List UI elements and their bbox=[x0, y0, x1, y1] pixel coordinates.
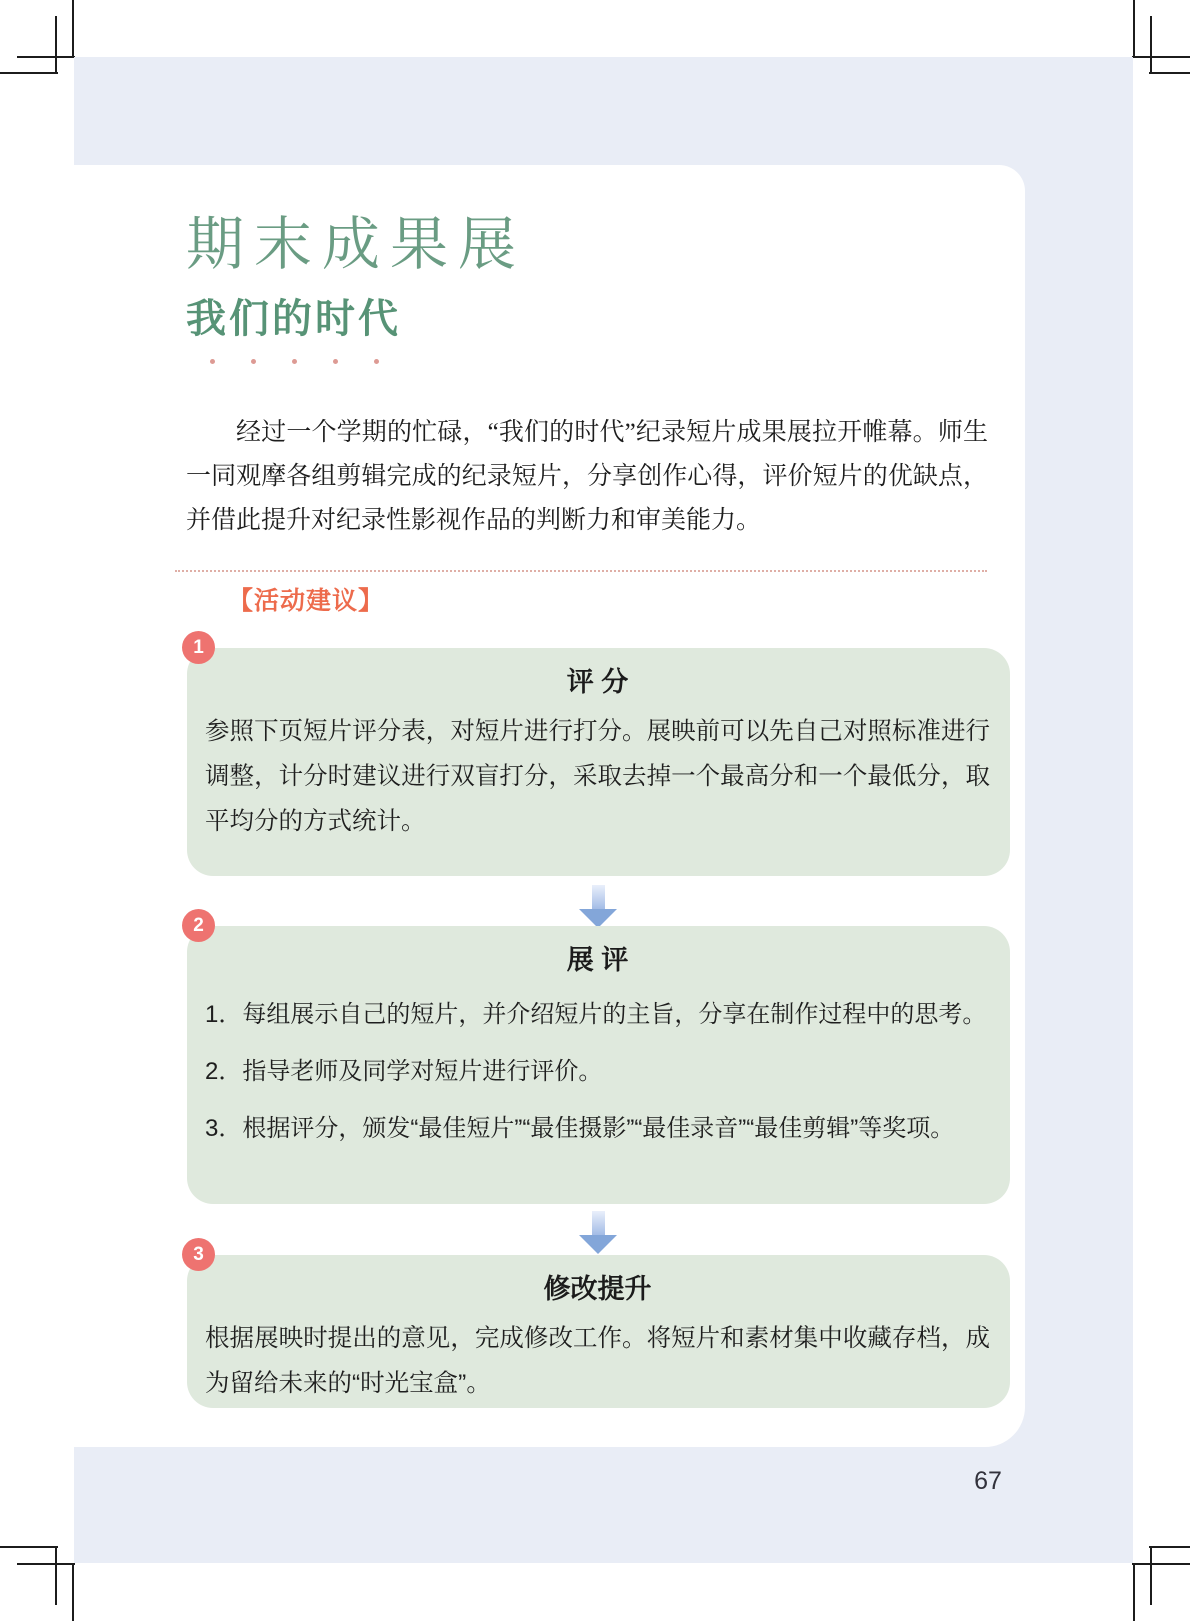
step-number-badge: 2 bbox=[182, 909, 215, 942]
accent-dot bbox=[210, 359, 215, 364]
step-title: 评 分 bbox=[566, 667, 629, 697]
crop-mark bbox=[72, 0, 74, 58]
step-title: 修改提升 bbox=[543, 1274, 652, 1304]
step-number-badge: 1 bbox=[182, 631, 215, 664]
step-list-item: 2．指导老师及同学对短片进行评价。 bbox=[205, 1058, 603, 1085]
crop-mark bbox=[55, 16, 57, 74]
accent-dots bbox=[210, 359, 460, 364]
arrow-head bbox=[579, 1235, 617, 1254]
step-list-item: 3．根据评分，颁发“最佳短片”“最佳摄影”“最佳录音”“最佳剪辑”等奖项。 bbox=[205, 1115, 955, 1142]
step-card-scoring bbox=[187, 636, 1010, 876]
down-arrow-icon bbox=[578, 885, 618, 928]
step-body: 参照下页短片评分表，对短片进行打分。展映前可以先自己对照标准进行调整，计分时建议进行双盲打分，采取去掉一个最高分和一个最低分，取平均分的方式统计。 bbox=[205, 718, 990, 835]
step-title: 展 评 bbox=[566, 945, 629, 975]
down-arrow-icon bbox=[578, 1211, 618, 1254]
crop-mark bbox=[1150, 16, 1152, 74]
content-sheet bbox=[74, 165, 1025, 1447]
step-card-revise-improve bbox=[187, 1243, 1010, 1408]
dotted-divider bbox=[175, 570, 987, 572]
page-subtitle: 我们的时代 bbox=[186, 297, 401, 341]
crop-mark bbox=[1132, 56, 1190, 58]
arrow-shaft bbox=[592, 1211, 605, 1235]
crop-mark bbox=[55, 1547, 57, 1605]
accent-dot bbox=[374, 359, 379, 364]
crop-mark bbox=[17, 1563, 75, 1565]
intro-paragraph: 经过一个学期的忙碌，“我们的时代”纪录短片成果展拉开帷幕。师生一同观摩各组剪辑完成的纪录短片，分享创作心得，评价短片的优缺点，并借此提升对纪录性影视作品的判断力和审美能力。 bbox=[186, 419, 988, 534]
crop-mark bbox=[1149, 1546, 1190, 1548]
step-list-item: 1．每组展示自己的短片，并介绍短片的主旨，分享在制作过程中的思考。 bbox=[205, 1001, 987, 1028]
crop-mark bbox=[1132, 1563, 1190, 1565]
page-title: 期末成果展 bbox=[186, 212, 527, 277]
crop-mark bbox=[0, 72, 58, 74]
crop-mark bbox=[1149, 72, 1190, 74]
page-number: 67 bbox=[974, 1467, 1002, 1495]
accent-dot bbox=[251, 359, 256, 364]
step-body: 根据展映时提出的意见，完成修改工作。将短片和素材集中收藏存档，成为留给未来的“时光宝盒”。 bbox=[205, 1325, 990, 1397]
crop-mark bbox=[17, 56, 75, 58]
accent-dot bbox=[292, 359, 297, 364]
accent-dot bbox=[333, 359, 338, 364]
activity-suggestion-label: 【活动建议】 bbox=[228, 587, 385, 615]
step-number-badge: 3 bbox=[182, 1238, 215, 1271]
crop-mark bbox=[72, 1563, 74, 1621]
crop-mark bbox=[1133, 1563, 1135, 1621]
crop-mark bbox=[0, 1546, 58, 1548]
crop-mark bbox=[1133, 0, 1135, 58]
arrow-shaft bbox=[592, 885, 605, 909]
step-card-exhibition-review bbox=[187, 914, 1010, 1204]
crop-mark bbox=[1150, 1547, 1152, 1605]
